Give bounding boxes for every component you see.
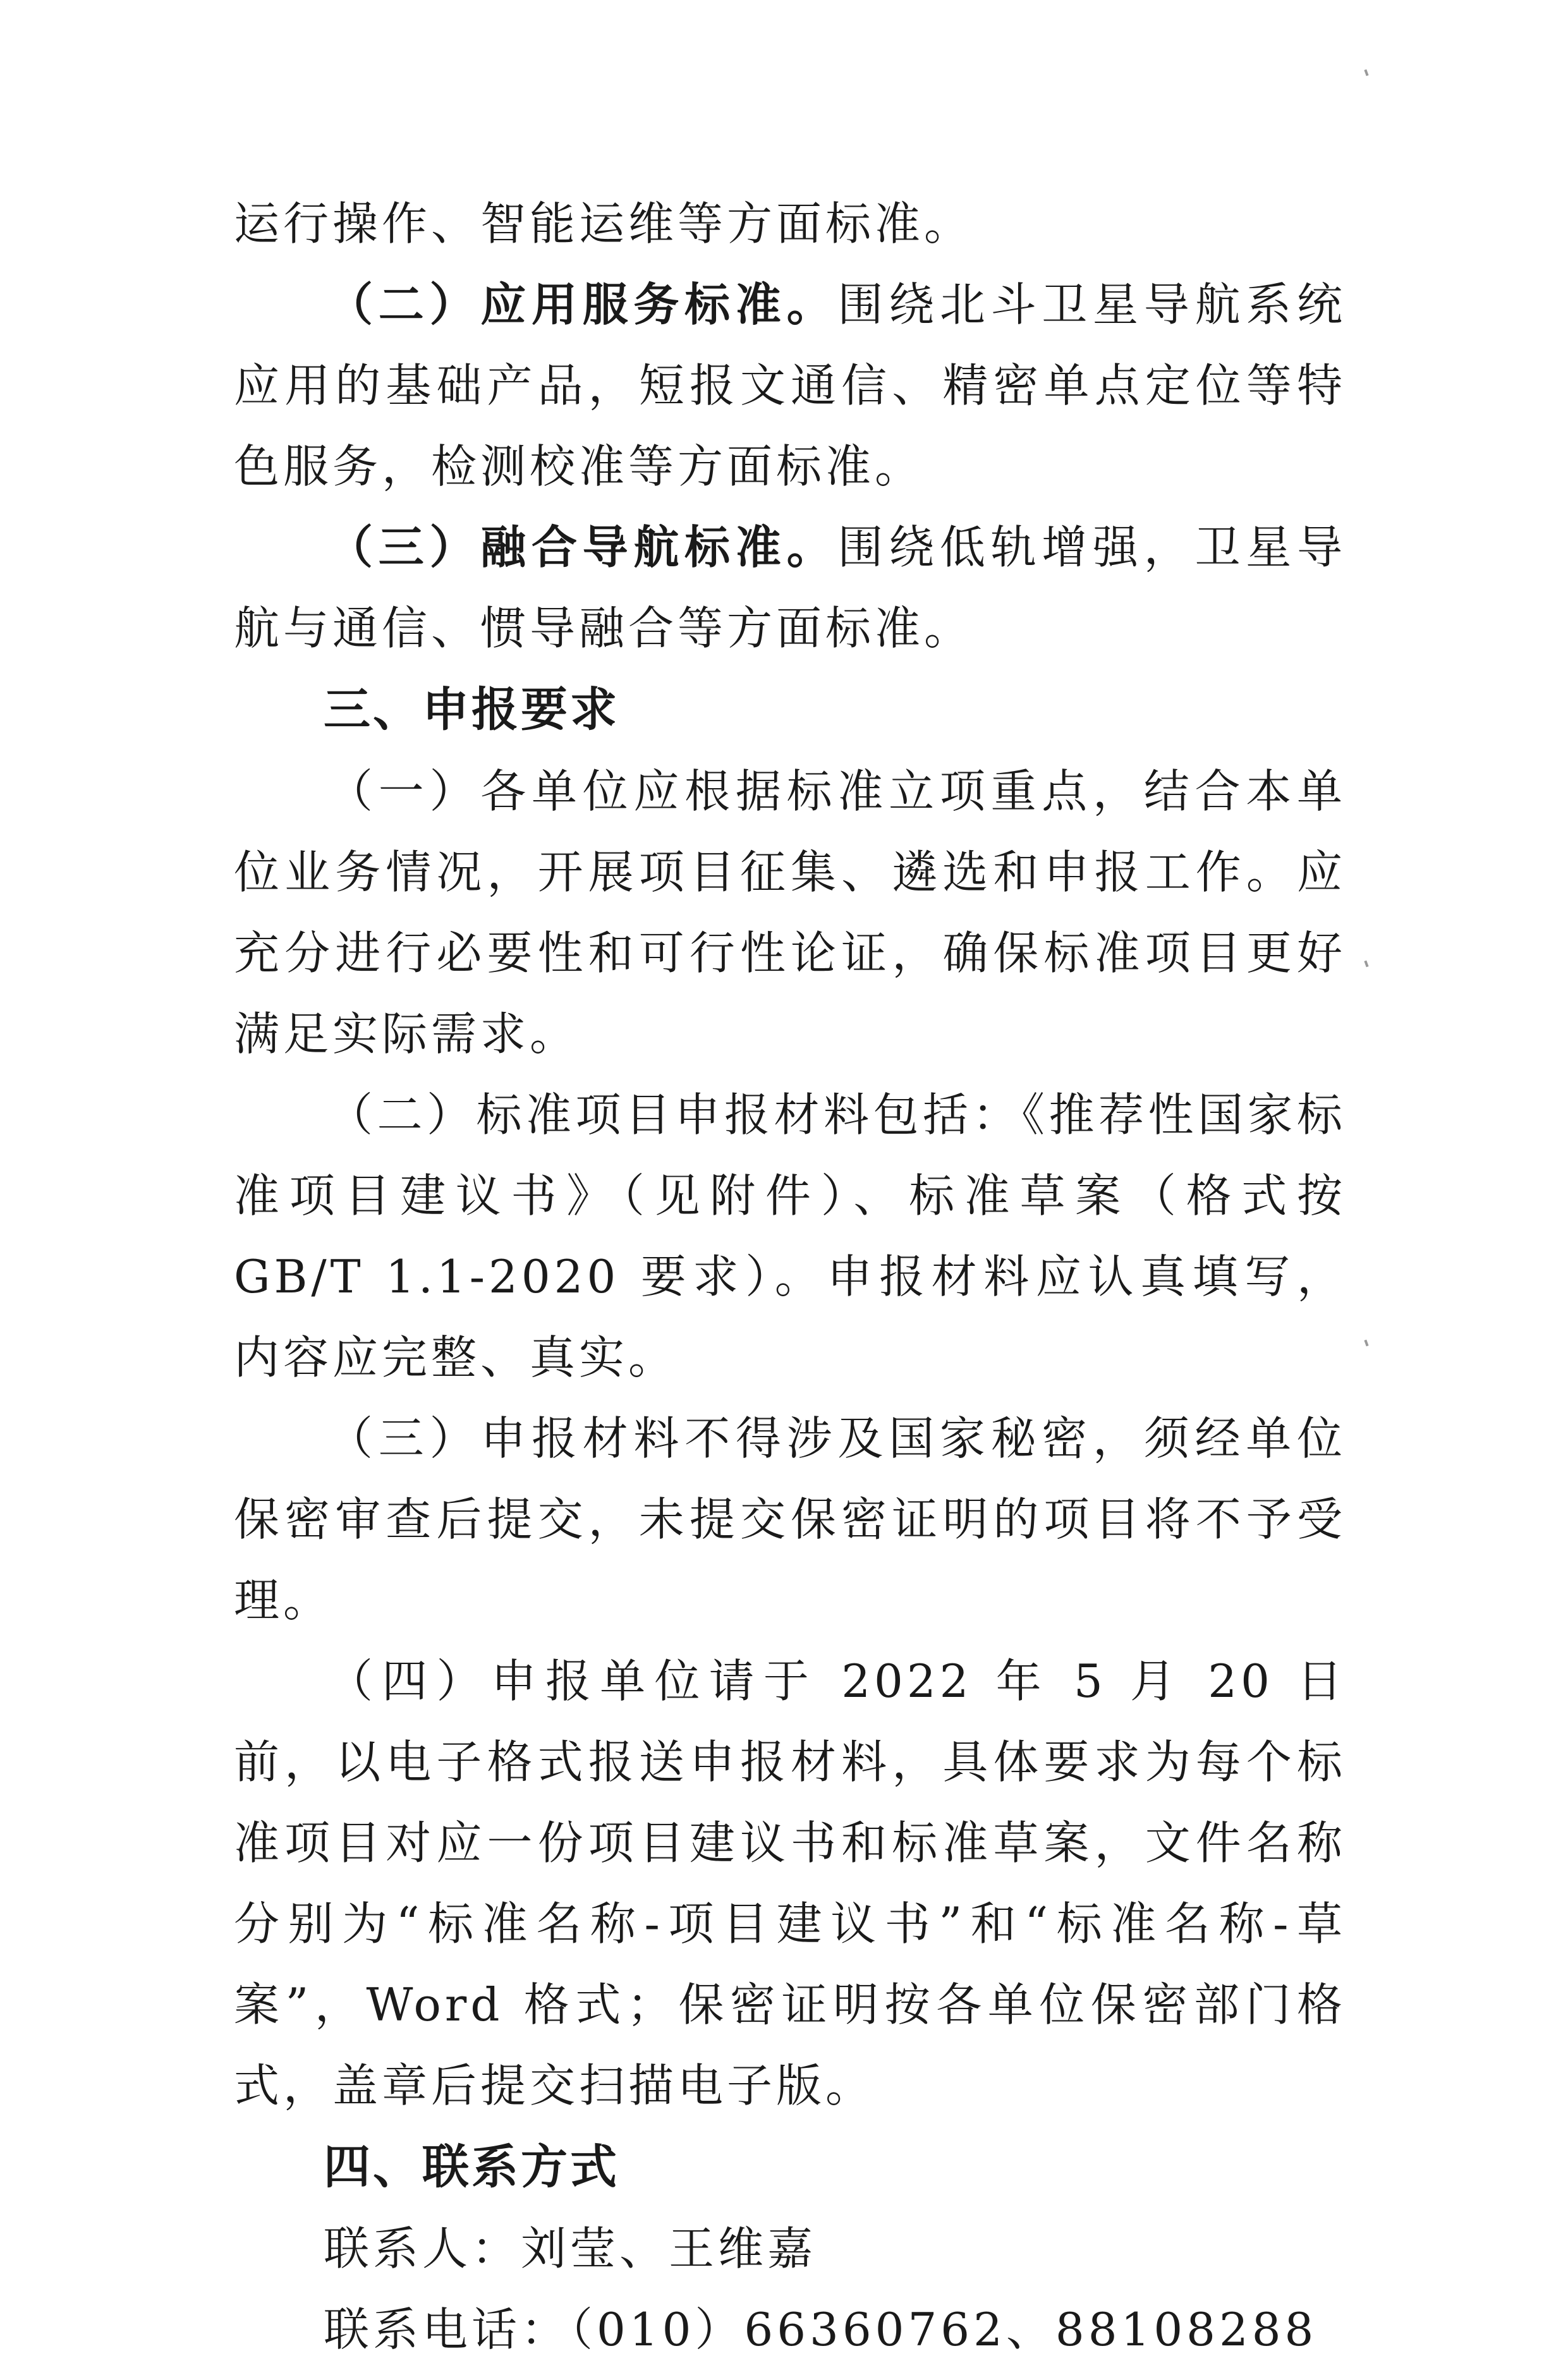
continuation-paragraph: 运行操作、智能运维等方面标准。 bbox=[234, 197, 974, 250]
requirement-item-2: （二）标准项目申报材料包括：《推荐性国家标准项目建议书》（见附件）、标准草案（格式按 GB/T 1.1-2020 要求）。申报材料应认真填写，内容应完整、真实。 bbox=[234, 1088, 1346, 1384]
document-page bbox=[234, 183, 1346, 2370]
section-heading-contact: 四、联系方式 bbox=[324, 2140, 619, 2194]
requirement-item-4: （四）申报单位请于 2022 年 5 月 20 日前，以电子格式报送申报材料，具体要求为每个标准项目对应一份项目建议书和标准草案，文件名称分别为“标准名称-项目建议书”和“标准名称-草案”，Word 格式；保密证明按各单位保密部门格式，盖章后提交扫描电子版。 bbox=[234, 1655, 1346, 2112]
requirement-item-3: （三）申报材料不得涉及国家秘密，须经单位保密审查后提交，未提交保密证明的项目将不予受理。 bbox=[234, 1412, 1346, 1627]
requirement-item-1: （一）各单位应根据标准立项重点，结合本单位业务情况，开展项目征集、遴选和申报工作。应充分进行必要性和可行性论证，确保标准项目更好满足实际需求。 bbox=[234, 765, 1346, 1060]
scan-speck bbox=[1364, 1340, 1368, 1347]
standard-item-application-services bbox=[234, 264, 1346, 507]
item-body: 围绕低轨增强，卫星导航与通信、惯导融合等方面标准。 bbox=[234, 521, 1346, 655]
item-lead: （二）应用服务标准。 bbox=[327, 277, 838, 331]
item-lead: （三）融合导航标准。 bbox=[327, 520, 838, 574]
item-body: 围绕北斗卫星导航系统应用的基础产品，短报文通信、精密单点定位等特色服务，检测校准等方面标准。 bbox=[234, 278, 1346, 493]
standard-item-fusion-navigation bbox=[234, 507, 1346, 669]
contact-person: 联系人：刘莹、王维嘉 bbox=[324, 2222, 817, 2275]
contact-phone: 联系电话：（010）66360762、88108288 bbox=[324, 2303, 1318, 2356]
scan-speck bbox=[1364, 961, 1368, 968]
section-heading-requirements: 三、申报要求 bbox=[324, 683, 619, 737]
scan-speck bbox=[1364, 70, 1368, 76]
